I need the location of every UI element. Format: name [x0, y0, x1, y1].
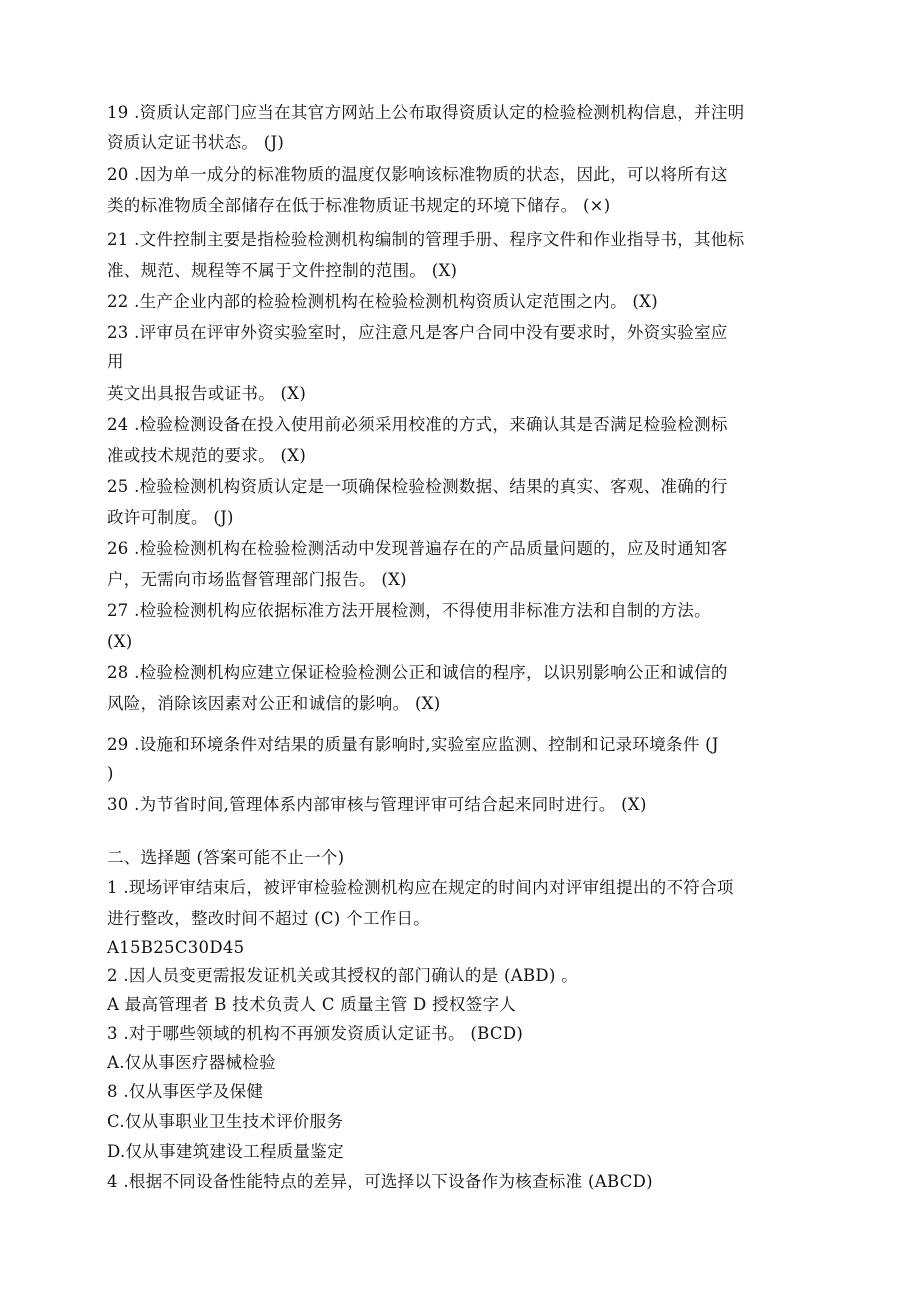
text-line: 21 .文件控制主要是指检验检测机构编制的管理手册、程序文件和作业指导书，其他标 [107, 230, 745, 249]
text-line: 准、规范、规程等不属于文件控制的范围。 (X) [107, 261, 458, 280]
text-line: 用 [107, 352, 124, 371]
text-line: 20 .因为单一成分的标准物质的温度仅影响该标准物质的状态，因此，可以将所有这 [107, 165, 728, 184]
text-line: 类的标准物质全部储存在低于标准物质证书规定的环境下储存。 (×) [107, 196, 611, 215]
text-line: 政许可制度。 (J) [107, 508, 234, 527]
text-line: 风险，消除该因素对公正和诚信的影响。 (X) [107, 694, 441, 713]
text-line: 准或技术规范的要求。 (X) [107, 446, 307, 465]
text-line: ) [107, 764, 114, 783]
text-line: 22 .生产企业内部的检验检测机构在检验检测机构资质认定范围之内。 (X) [107, 292, 658, 311]
text-line: 23 .评审员在评审外资实验室时，应注意凡是客户合同中没有要求时，外资实验室应 [107, 323, 728, 342]
text-line: A15B25C30D45 [107, 938, 245, 957]
text-line: C.仅从事职业卫生技术评价服务 [107, 1112, 344, 1131]
text-line: 8 .仅从事医学及保健 [107, 1082, 264, 1101]
text-line: A.仅从事医疗器械检验 [107, 1053, 276, 1072]
text-line: D.仅从事建筑建设工程质量鉴定 [107, 1142, 344, 1161]
text-line: 24 .检验检测设备在投入使用前必须采用校准的方式，来确认其是否满足检验检测标 [107, 415, 728, 434]
text-line: 资质认定证书状态。 (J) [107, 133, 285, 152]
text-line: 25 .检验检测机构资质认定是一项确保检验检测数据、结果的真实、客观、准确的行 [107, 477, 728, 496]
text-line: 1 .现场评审结束后，被评审检验检测机构应在规定的时间内对评审组提出的不符合项 [107, 878, 734, 897]
text-line: 二、选择题 (答案可能不止一个) [107, 848, 345, 867]
text-line: 户，无需向市场监督管理部门报告。 (X) [107, 570, 407, 589]
text-line: 英文出具报告或证书。 (X) [107, 384, 307, 403]
text-line: 19 .资质认定部门应当在其官方网站上公布取得资质认定的检验检测机构信息，并注明 [107, 103, 745, 122]
text-line: 26 .检验检测机构在检验检测活动中发现普遍存在的产品质量问题的，应及时通知客 [107, 539, 728, 558]
text-line: 27 .检验检测机构应依据标准方法开展检测，不得使用非标准方法和自制的方法。 [107, 601, 711, 620]
text-line: A 最高管理者 B 技术负责人 C 质量主管 D 授权签字人 [107, 995, 517, 1014]
text-line: 30 .为节省时间,管理体系内部审核与管理评审可结合起来同时进行。 (X) [107, 795, 647, 814]
text-line: 28 .检验检测机构应建立保证检验检测公正和诚信的程序，以识别影响公正和诚信的 [107, 663, 728, 682]
text-line: 2 .因人员变更需报发证机关或其授权的部门确认的是 (ABD) 。 [107, 966, 579, 985]
text-line: 进行整改，整改时间不超过 (C) 个工作日。 [107, 909, 431, 928]
text-line: 4 .根据不同设备性能特点的差异，可选择以下设备作为核查标准 (ABCD) [107, 1172, 653, 1191]
text-line: (X) [107, 632, 133, 651]
text-line: 29 .设施和环境条件对结果的质量有影响时,实验室应监测、控制和记录环境条件 (J [107, 735, 719, 754]
text-line: 3 .对于哪些领域的机构不再颁发资质认定证书。 (BCD) [107, 1024, 524, 1043]
